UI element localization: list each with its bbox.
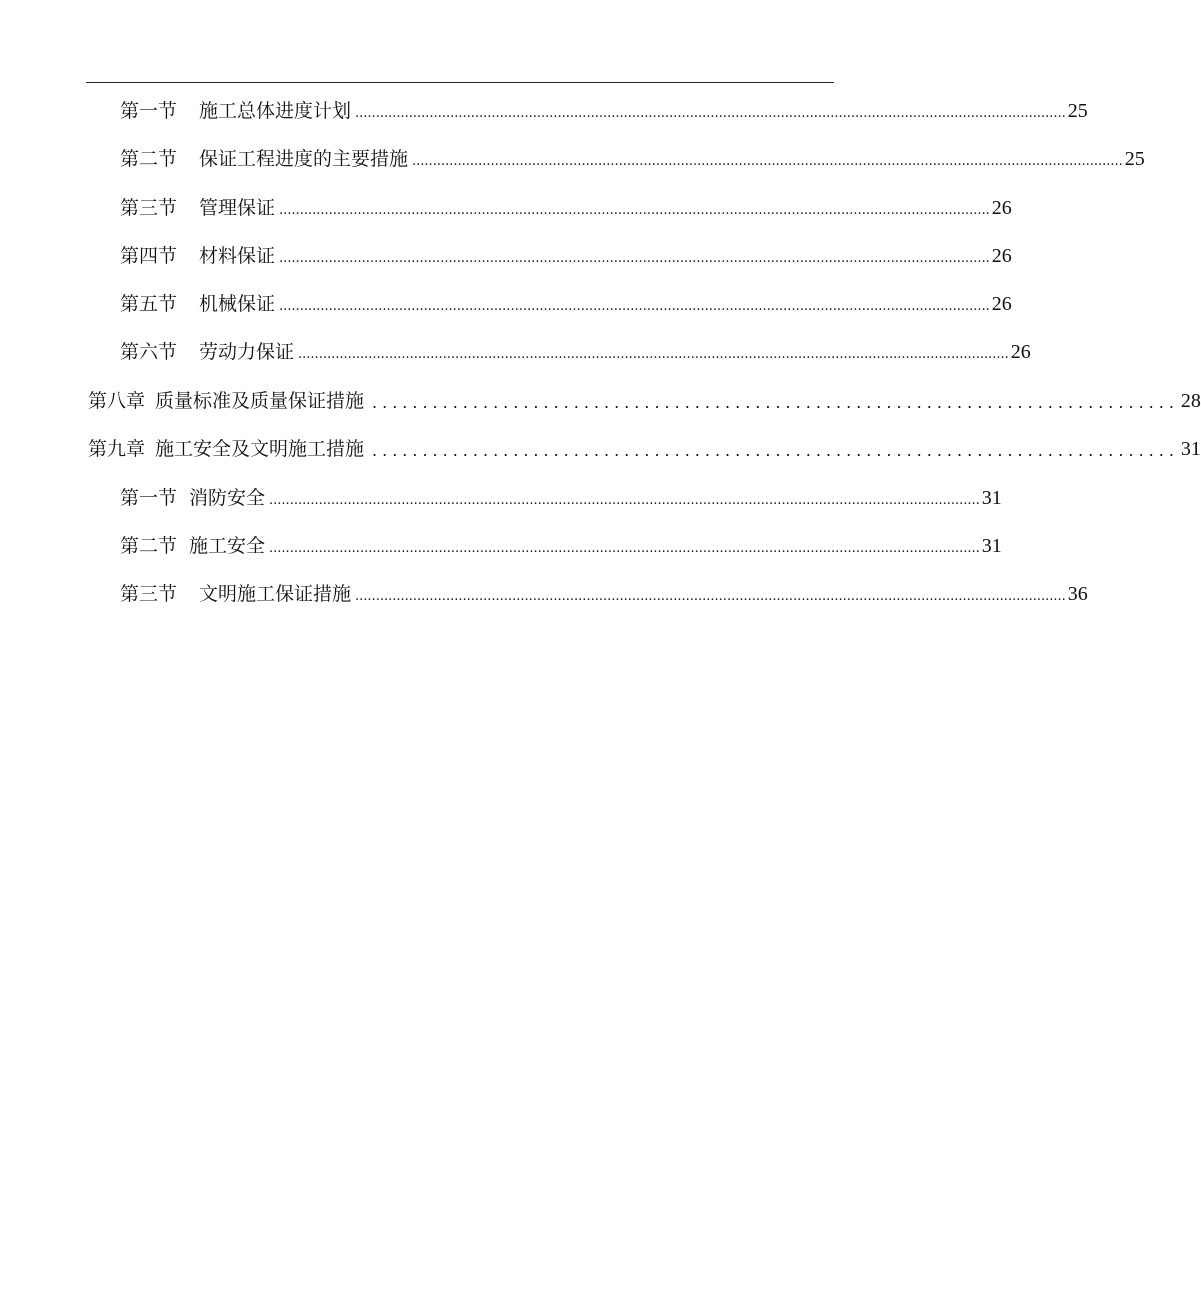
toc-page-number: 31 [981,487,1002,509]
toc-entry-label [88,434,364,464]
toc-entry[interactable] [0,193,1012,223]
dot-leader: ................................................................................ [372,441,1179,460]
toc-entry-label [120,579,351,609]
toc-section-title: 机械保证 [199,293,276,315]
dot-leader: ............................................................................................................................................................................ [279,251,990,266]
toc-section-number: 第一节 [120,100,178,122]
toc-section-title: 保证工程进度的主要措施 [199,148,409,170]
header-rule [86,82,834,83]
dot-leader: ............................................................................................................................................................................ [412,154,1123,169]
toc-section-title: 施工安全 [189,535,266,557]
toc-page-number: 26 [1010,341,1031,363]
toc-entry[interactable] [0,386,1201,416]
dot-leader: ............................................................................................................................................................................ [269,541,980,556]
toc-page-number: 25 [1124,148,1145,170]
toc-section-number: 第五节 [120,293,178,315]
toc-section-title: 施工总体进度计划 [199,100,352,122]
toc-entry-label [120,289,275,319]
dot-leader: ................................................................................ [372,393,1179,412]
toc-entry[interactable] [0,144,1145,174]
toc-section-number: 第四节 [120,245,178,267]
toc-chapter-title: 质量标准及质量保证措施 [155,390,365,412]
toc-entry[interactable] [0,531,1002,561]
toc-entry-label [120,337,294,367]
toc-chapter-number: 第八章 [88,390,146,412]
dot-leader: ............................................................................................................................................................................ [355,589,1066,604]
toc-section-title: 劳动力保证 [199,341,295,363]
toc-section-title: 管理保证 [199,197,276,219]
toc-page-number: 26 [991,197,1012,219]
toc-section-title: 消防安全 [189,487,266,509]
dot-leader: ............................................................................................................................................................................ [279,299,990,314]
toc-entry[interactable] [0,434,1201,464]
toc-entry[interactable] [0,579,1088,609]
toc-entry[interactable] [0,337,1031,367]
toc-entry-label [120,144,408,174]
toc-chapter-number: 第九章 [88,438,146,460]
toc-entry-label [120,531,265,561]
toc-entry-label [120,241,275,271]
toc-entry[interactable] [0,483,1002,513]
toc-entry[interactable] [0,241,1012,271]
toc-section-title: 文明施工保证措施 [199,583,352,605]
dot-leader: ............................................................................................................................................................................ [269,493,980,508]
toc-section-number: 第二节 [120,535,178,557]
toc-section-number: 第二节 [120,148,178,170]
toc-section-title: 材料保证 [199,245,276,267]
toc-page-number: 26 [991,245,1012,267]
toc-page-number: 25 [1067,100,1088,122]
toc-chapter-title: 施工安全及文明施工措施 [155,438,365,460]
toc-page-number: 36 [1067,583,1088,605]
toc-entry-label [120,483,265,513]
dot-leader: ............................................................................................................................................................................ [298,347,1009,362]
dot-leader: ............................................................................................................................................................................ [279,203,990,218]
toc-section-number: 第一节 [120,487,178,509]
dot-leader: ............................................................................................................................................................................ [355,106,1066,121]
toc-section-number: 第三节 [120,583,178,605]
toc-page-number: 31 [981,535,1002,557]
toc-entry-label [120,193,275,223]
toc-page-number: 26 [991,293,1012,315]
toc-page-number: 31 [1180,438,1201,460]
toc-entry[interactable] [0,96,1088,126]
toc-entry-label [88,386,364,416]
toc-entry[interactable] [0,289,1012,319]
toc-entry-label [120,96,351,126]
toc-section-number: 第六节 [120,341,178,363]
toc-page-number: 28 [1180,390,1201,412]
toc-section-number: 第三节 [120,197,178,219]
